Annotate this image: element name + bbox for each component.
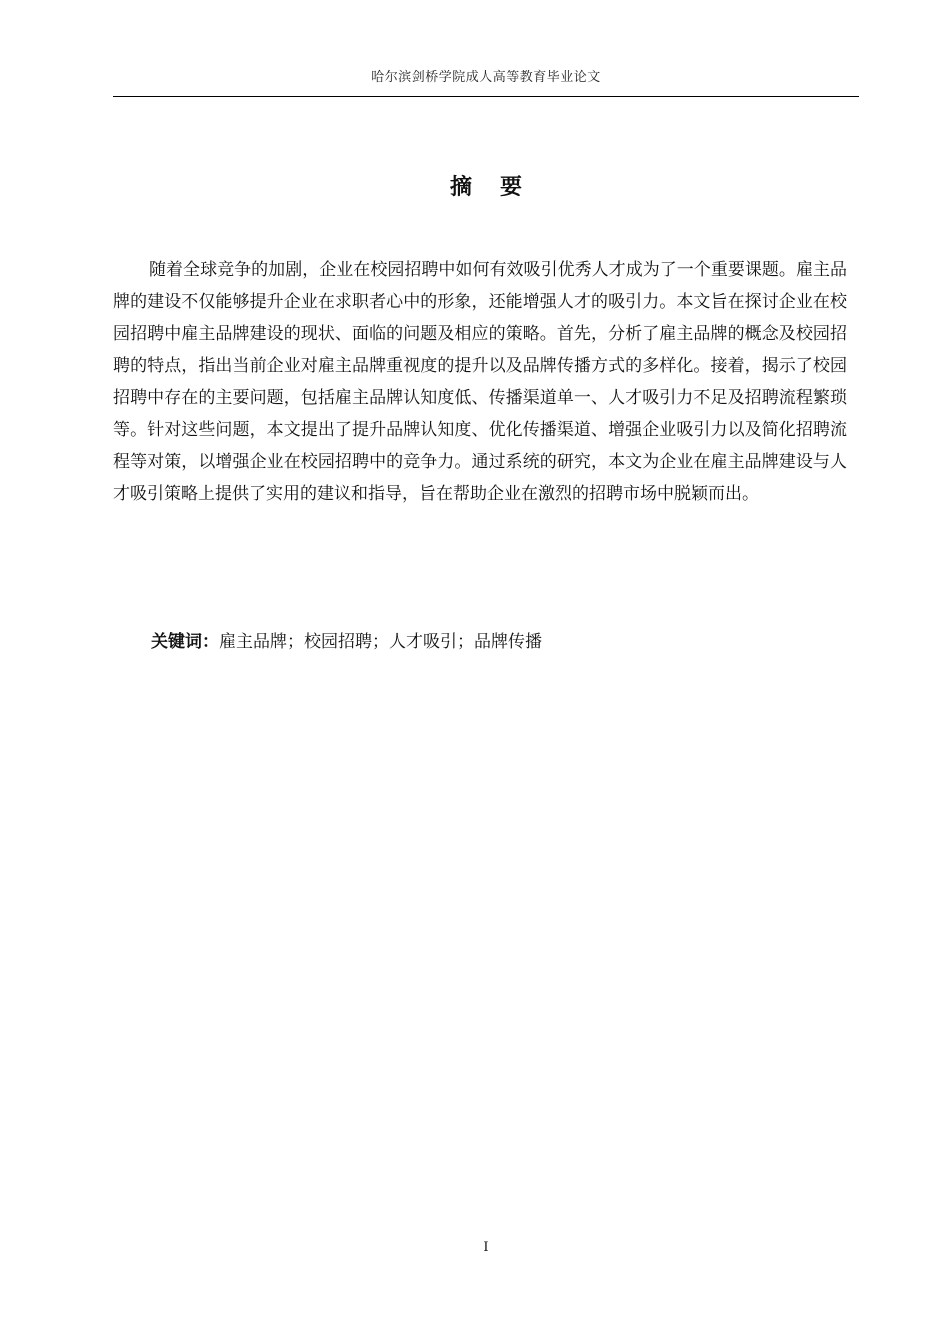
keywords-label: 关键词： (151, 632, 219, 652)
abstract-body: 随着全球竞争的加剧，企业在校园招聘中如何有效吸引优秀人才成为了一个重要课题。雇主品牌的建设不仅能够提升企业在求职者心中的形象，还能增强人才的吸引力。本文旨在探讨企业在校园招聘中雇主品牌建设的现状、面临的问题及相应的策略。首先，分析了雇主品牌的概念及校园招聘的特点，指出当前企业对雇主品牌重视度的提升以及品牌传播方式的多样化。接着，揭示了校园招聘中存在的主要问题，包括雇主品牌认知度低、传播渠道单一、人才吸引力不足及招聘流程繁琐等。针对这些问题，本文提出了提升品牌认知度、优化传播渠道、增强企业吸引力以及简化招聘流程等对策，以增强企业在校园招聘中的竞争力。通过系统的研究，本文为企业在雇主品牌建设与人才吸引策略上提供了实用的建议和指导，旨在帮助企业在激烈的招聘市场中脱颖而出。 (113, 260, 847, 504)
abstract-title: 摘要 (449, 175, 550, 200)
running-header: 哈尔滨剑桥学院成人高等教育毕业论文 (371, 70, 601, 85)
page-number: I (483, 1240, 489, 1255)
keywords-text: 雇主品牌；校园招聘；人才吸引；品牌传播 (219, 632, 542, 652)
header-divider (113, 96, 859, 97)
keywords-line (151, 626, 542, 658)
